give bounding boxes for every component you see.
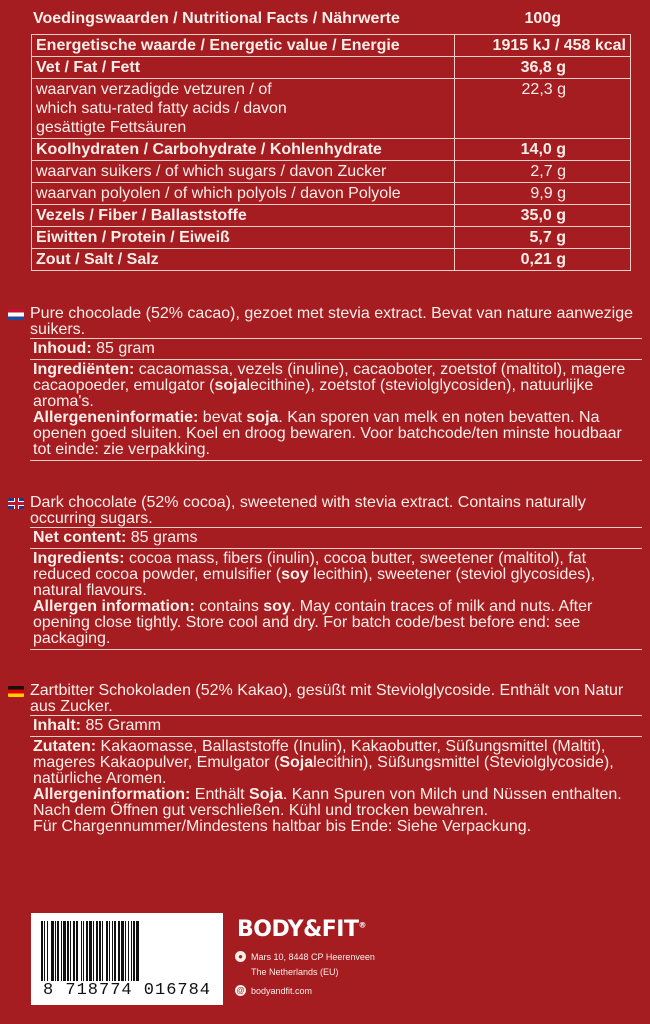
address-1: Mars 10, 8448 CP Heerenveen xyxy=(251,951,375,962)
dutch-content-row xyxy=(30,338,642,359)
nutrient-value: 22,3 g xyxy=(455,79,631,139)
english-section xyxy=(8,495,642,650)
nutrition-table xyxy=(31,4,631,271)
nutrition-header-label: Voedingswaarden / Nutritional Facts / Nährwerte xyxy=(33,10,400,27)
nutrition-row xyxy=(32,183,631,205)
ingredients-text: lecithine), zoetstof (steviolglycosiden), natuurlijke aroma's. xyxy=(33,377,594,410)
nutrition-row xyxy=(32,57,631,79)
footer xyxy=(31,913,591,1009)
netherlands-flag-icon xyxy=(8,309,24,320)
address-line xyxy=(235,951,375,962)
nutrition-row xyxy=(32,79,631,139)
dutch-description: Pure chocolade (52% cacao), gezoet met stevia extract. Bevat van nature aanwezige suikers. xyxy=(30,305,634,338)
brand-name: BODY&FIT xyxy=(237,917,359,942)
nutrient-value: 0,21 g xyxy=(455,249,631,271)
nutrient-label: Energetische waarde / Energetic value / Energie xyxy=(32,35,455,57)
nutrient-value: 1915 kJ / 458 kcal xyxy=(455,35,631,57)
ingredients-text: cacaomassa, vezels (inuline), cacaoboter, zoetstof (maltitol), magere cacaopoeder, emulgator ( xyxy=(33,361,626,394)
allergen-text: . May contain traces of milk and nuts. After opening close tightly. Store cool and dry. For batch code/best before end: see packaging. xyxy=(33,598,593,647)
allergen-text: . Kann Spuren von Milch und Nüssen enthalten. xyxy=(282,786,622,803)
german-ingredients-row xyxy=(30,736,642,837)
dutch-ingredients-row xyxy=(30,359,642,461)
content-value: 85 Gramm xyxy=(81,717,162,734)
nutrition-header-amount: 100g xyxy=(524,10,561,27)
allergen-text: bevat xyxy=(198,409,247,426)
english-intro xyxy=(8,495,642,527)
content-label: Inhoud: xyxy=(33,340,92,357)
nutrient-label: Koolhydraten / Carbohydrate / Kohlenhydrate xyxy=(32,139,455,161)
barcode-number: 8 718774 016784 xyxy=(42,981,212,1000)
nutrient-value: 5,7 g xyxy=(455,227,631,249)
allergen-text: contains xyxy=(194,598,264,615)
allergen-highlight: Soja xyxy=(249,786,283,803)
nutrient-value: 36,8 g xyxy=(455,57,631,79)
allergen-label: Allergeneninformatie: xyxy=(33,409,199,426)
english-content-row xyxy=(30,527,642,548)
content-value: 85 gram xyxy=(91,340,155,357)
nutrient-value: 2,7 g xyxy=(455,161,631,183)
registered-mark: ® xyxy=(358,920,366,930)
nutrient-label: Eiwitten / Protein / Eiweiß xyxy=(32,227,455,249)
location-pin-icon: ● xyxy=(235,951,246,962)
allergen-highlight: soy xyxy=(263,598,291,615)
brand-logo xyxy=(237,917,366,942)
nutrition-header xyxy=(31,4,631,34)
german-content-row xyxy=(30,715,642,736)
ingredients-allergen: Soja xyxy=(279,754,314,771)
nutrient-label: waarvan verzadigde vetzuren / of which satu-rated fatty acids / davon gesättigte Fettsäuren xyxy=(32,79,455,139)
ingredients-allergen: soja xyxy=(214,377,247,394)
nutrition-grid xyxy=(31,34,631,271)
allergen-label: Allergeninformation: xyxy=(33,786,191,803)
nutrition-row xyxy=(32,35,631,57)
nutrition-row xyxy=(32,227,631,249)
address-2: The Netherlands (EU) xyxy=(251,967,339,977)
nutrient-label: waarvan suikers / of which sugars / davon Zucker xyxy=(32,161,455,183)
ingredients-label: Ingredients: xyxy=(33,550,125,567)
uk-flag-icon xyxy=(8,498,24,509)
english-ingredients-row xyxy=(30,548,642,650)
ingredients-label: Zutaten: xyxy=(33,738,97,755)
nutrient-value: 35,0 g xyxy=(455,205,631,227)
allergen-highlight: soja xyxy=(246,409,279,426)
german-section xyxy=(8,683,642,837)
nutrient-value: 9,9 g xyxy=(455,183,631,205)
allergen-text: . Kan sporen van melk en noten bevatten. Na openen goed sluiten. Koel en droog bewaren. Voor batchcode/ten minste houdbaar tot einde: zie verpakking. xyxy=(33,409,622,458)
address-line-2 xyxy=(251,967,339,977)
storage-text: Nach dem Öffnen gut verschließen. Kühl und trocken bewahren. xyxy=(33,802,489,819)
nutrition-row xyxy=(32,249,631,271)
german-intro xyxy=(8,683,642,715)
german-description: Zartbitter Schokoladen (52% Kakao), gesüßt mit Steviolglycoside. Enthält von Natur aus Zucker. xyxy=(30,682,624,715)
dutch-intro xyxy=(8,306,642,338)
dutch-section xyxy=(8,306,642,461)
nutrient-value: 14,0 g xyxy=(455,139,631,161)
ingredients-text: lecithin), sweetener (steviol glycosides), natural flavours. xyxy=(33,566,596,599)
nutrient-label: Vezels / Fiber / Ballaststoffe xyxy=(32,205,455,227)
website: bodyandfit.com xyxy=(251,985,313,996)
ingredients-label: Ingrediënten: xyxy=(33,361,135,378)
barcode-bar xyxy=(136,921,139,981)
ingredients-allergen: soy xyxy=(281,566,309,583)
nutrition-row xyxy=(32,161,631,183)
ingredients-text: cocoa mass, fibers (inulin), cocoa butter, sweetener (maltitol), fat reduced cocoa powder, emulsifier ( xyxy=(33,550,587,583)
content-label: Net content: xyxy=(33,529,127,546)
web-icon: @ xyxy=(236,986,245,995)
germany-flag-icon xyxy=(8,686,24,697)
nutrient-label: Zout / Salt / Salz xyxy=(32,249,455,271)
barcode xyxy=(31,913,223,1005)
allergen-label: Allergen information: xyxy=(33,598,195,615)
content-label: Inhalt: xyxy=(33,717,81,734)
barcode-bars xyxy=(41,921,213,981)
batch-text: Für Chargennummer/Mindestens haltbar bis Ende: Siehe Verpackung. xyxy=(33,818,532,835)
ingredients-text: Kakaomasse, Ballaststoffe (Inulin), Kakaobutter, Süßungsmittel (Maltit), mageres Kakaopulver, Emulgator ( xyxy=(33,738,606,771)
english-description: Dark chocolate (52% cocoa), sweetened with stevia extract. Contains naturally occurring sugars. xyxy=(30,494,586,527)
nutrient-label: Vet / Fat / Fett xyxy=(32,57,455,79)
website-line xyxy=(235,985,312,996)
nutrition-row xyxy=(32,205,631,227)
content-value: 85 grams xyxy=(126,529,198,546)
allergen-text: Enthält xyxy=(190,786,250,803)
nutrition-row xyxy=(32,139,631,161)
ingredients-text: lecithin), Süßungsmittel (Steviolglycoside), natürliche Aromen. xyxy=(33,754,614,787)
nutrient-label: waarvan polyolen / of which polyols / davon Polyole xyxy=(32,183,455,205)
